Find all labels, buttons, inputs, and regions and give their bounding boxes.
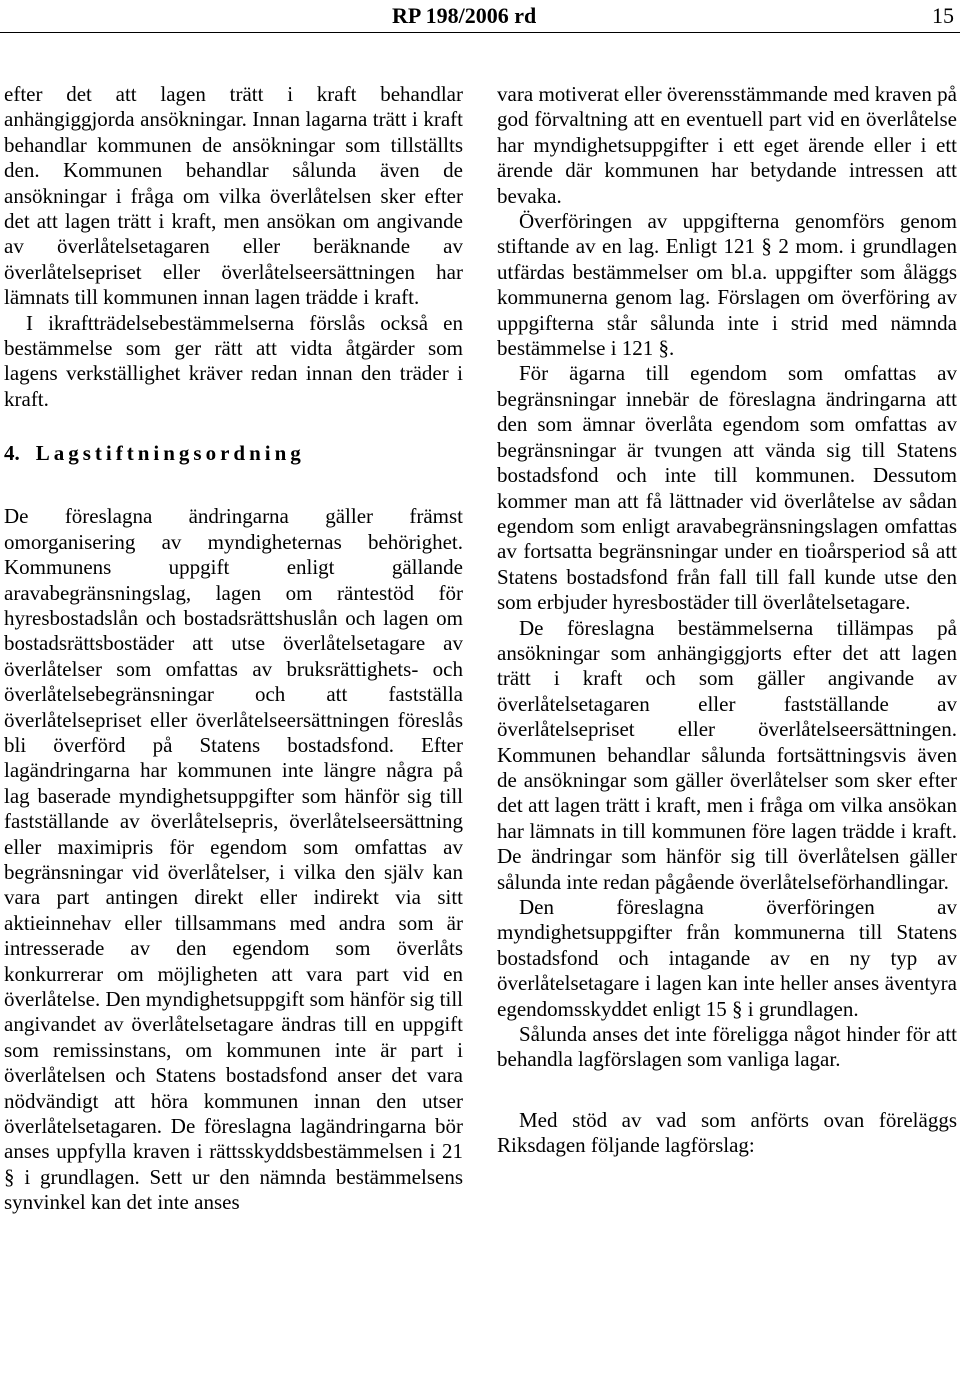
paragraph: Sålunda anses det inte föreligga något hinder för att behandla lagförslagen som vanliga lagar. xyxy=(497,1022,957,1072)
section-title: Lagstiftningsordning xyxy=(35,441,305,466)
paragraph: Med stöd av vad som anförts ovan föreläggs Riksdagen följande lagförslag: xyxy=(497,1107,957,1158)
page-number: 15 xyxy=(932,3,954,28)
paragraph: efter det att lagen trätt i kraft behandlar anhängiggjorda ansökningar. Innan lagarna trätt i kraft behandlar kommunen de ansökningar som tillställts den. Kommunen behandlar sålunda även de ansökningar i fråga om vilka överlåtelsen sker efter det att lagen trätt i kraft, men ansökan om angivande av överlåtelsetagaren eller beräknande av överlåtelsepriset eller överlåtelseersättningen har lämnats till kommunen innan lagen trädde i kraft. xyxy=(4,82,463,310)
header-rule xyxy=(0,32,960,33)
section-heading xyxy=(4,440,463,466)
page-header xyxy=(0,0,960,34)
spacer xyxy=(497,1073,957,1108)
paragraph: vara motiverat eller överensstämmande med kraven på god förvaltning att en eventuell part vid en överlåtelse har myndighetsuppgifter i ett eget ärende eller i ett ärende där kommunen har betydande intressen att bevaka. xyxy=(497,82,957,208)
paragraph: De föreslagna bestämmelserna tillämpas på ansökningar som anhängiggjorts efter det att lagen trätt i kraft och som gäller angivande av överlåtelsetagaren eller fastställande av överlåtelsepriset eller överlåtelseersättningen. Kommunen behandlar sålunda fortsättningsvis även de ansökningar som gäller överlåtelser som sker efter det att lagen trätt i kraft, men i fråga om vilka ansökan har lämnats in till kommunen före lagen trädde i kraft. De ändringar som hänför sig till överlåtelsen gäller sålunda inte redan pågående överlåtelseförhandlingar. xyxy=(497,615,957,894)
paragraph: De föreslagna ändringarna gäller främst omorganisering av myndigheternas behörighet. Kommunens uppgift enligt gällande aravabegränsningslag, lagen om räntestöd för hyresbostadslån och bostadsrättshuslån och lagen om bostadsrättsbostäder att utse överlåtelsetagare av överlåtelser som omfattas av bruksrättighets- och överlåtelsebegränsningar och att fastställa överlåtelsepriset eller överlåtelseersättningen föreslås bli överförd på Statens bostadsfond. Efter lagändringarna har kommunen inte längre några på lag baserade myndighetsuppgifter som hänför sig till fastställande av överlåtelsepris, överlåtelseersättning eller maximipris för egendom som omfattas av begränsningar vid överlåtelser, i vilka den själv kan vara part antingen direkt eller indirekt via sitt aktieinnehav eller tillsammans med andra som är intresserade av den egendom som överlåts konkurrerar om möjligheten att vara part vid en överlåtelse. Den myndighetsuppgift som hänför sig till angivandet av överlåtelsetagare ändras till en uppgift som remissinstans, om kommunen inte är part i överlåtelsen och Statens bostadsfond anser det vara nödvändigt att höra kommunen innan den utser överlåtelsetagaren. De föreslagna lagändringarna bör anses uppfylla kraven i rättsskyddsbestämmelsen i 21 § i grundlagen. Sett ur den nämnda bestämmelsens synvinkel kan det inte anses xyxy=(4,504,464,1215)
paragraph: I ikraftträdelsebestämmelserna förslås också en bestämmelse som ger rätt att vidta åtgärder som lagens verkställighet kräver redan innan den träder i kraft. xyxy=(4,310,463,411)
section-number: 4. xyxy=(4,441,20,466)
paragraph: Den föreslagna överföringen av myndighetsuppgifter från kommunerna till Statens bostadsfond och intagande av en ny typ av överlåtelsetagare i lagen kan inte heller anses äventyra egendomsskyddet enligt 15 § i grundlagen. xyxy=(497,895,957,1021)
left-column xyxy=(4,82,463,1216)
paragraph: För ägarna till egendom som omfattas av begränsningar innebär de föreslagna ändringarna att den som ämnar överlåta egendom som omfattas av begränsningar är tvungen att vända sig till Statens bostadsfond och inte till kommunen. Dessutom kommer man att få lättnader vid överlåtelse av sådan egendom som enligt aravabegränsningslagen omfattas av fortsatta begränsningar under en tioårsperiod så att Statens bostadsfond från fall till fall kunde utse den som erbjuder hyresbostäder till överlåtelsetagare. xyxy=(497,361,957,615)
right-column xyxy=(497,82,957,1159)
paragraph: Överföringen av uppgifterna genomförs genom stiftande av en lag. Enligt 121 § 2 mom. i grundlagen utfärdas bestämmelser om bl.a. uppgifter som åläggs kommunerna genom lag. Förslagen om överföring av uppgifterna står sålunda inte i strid med nämnda bestämmelse i 121 §. xyxy=(497,209,957,361)
document-reference: RP 198/2006 rd xyxy=(392,3,537,28)
